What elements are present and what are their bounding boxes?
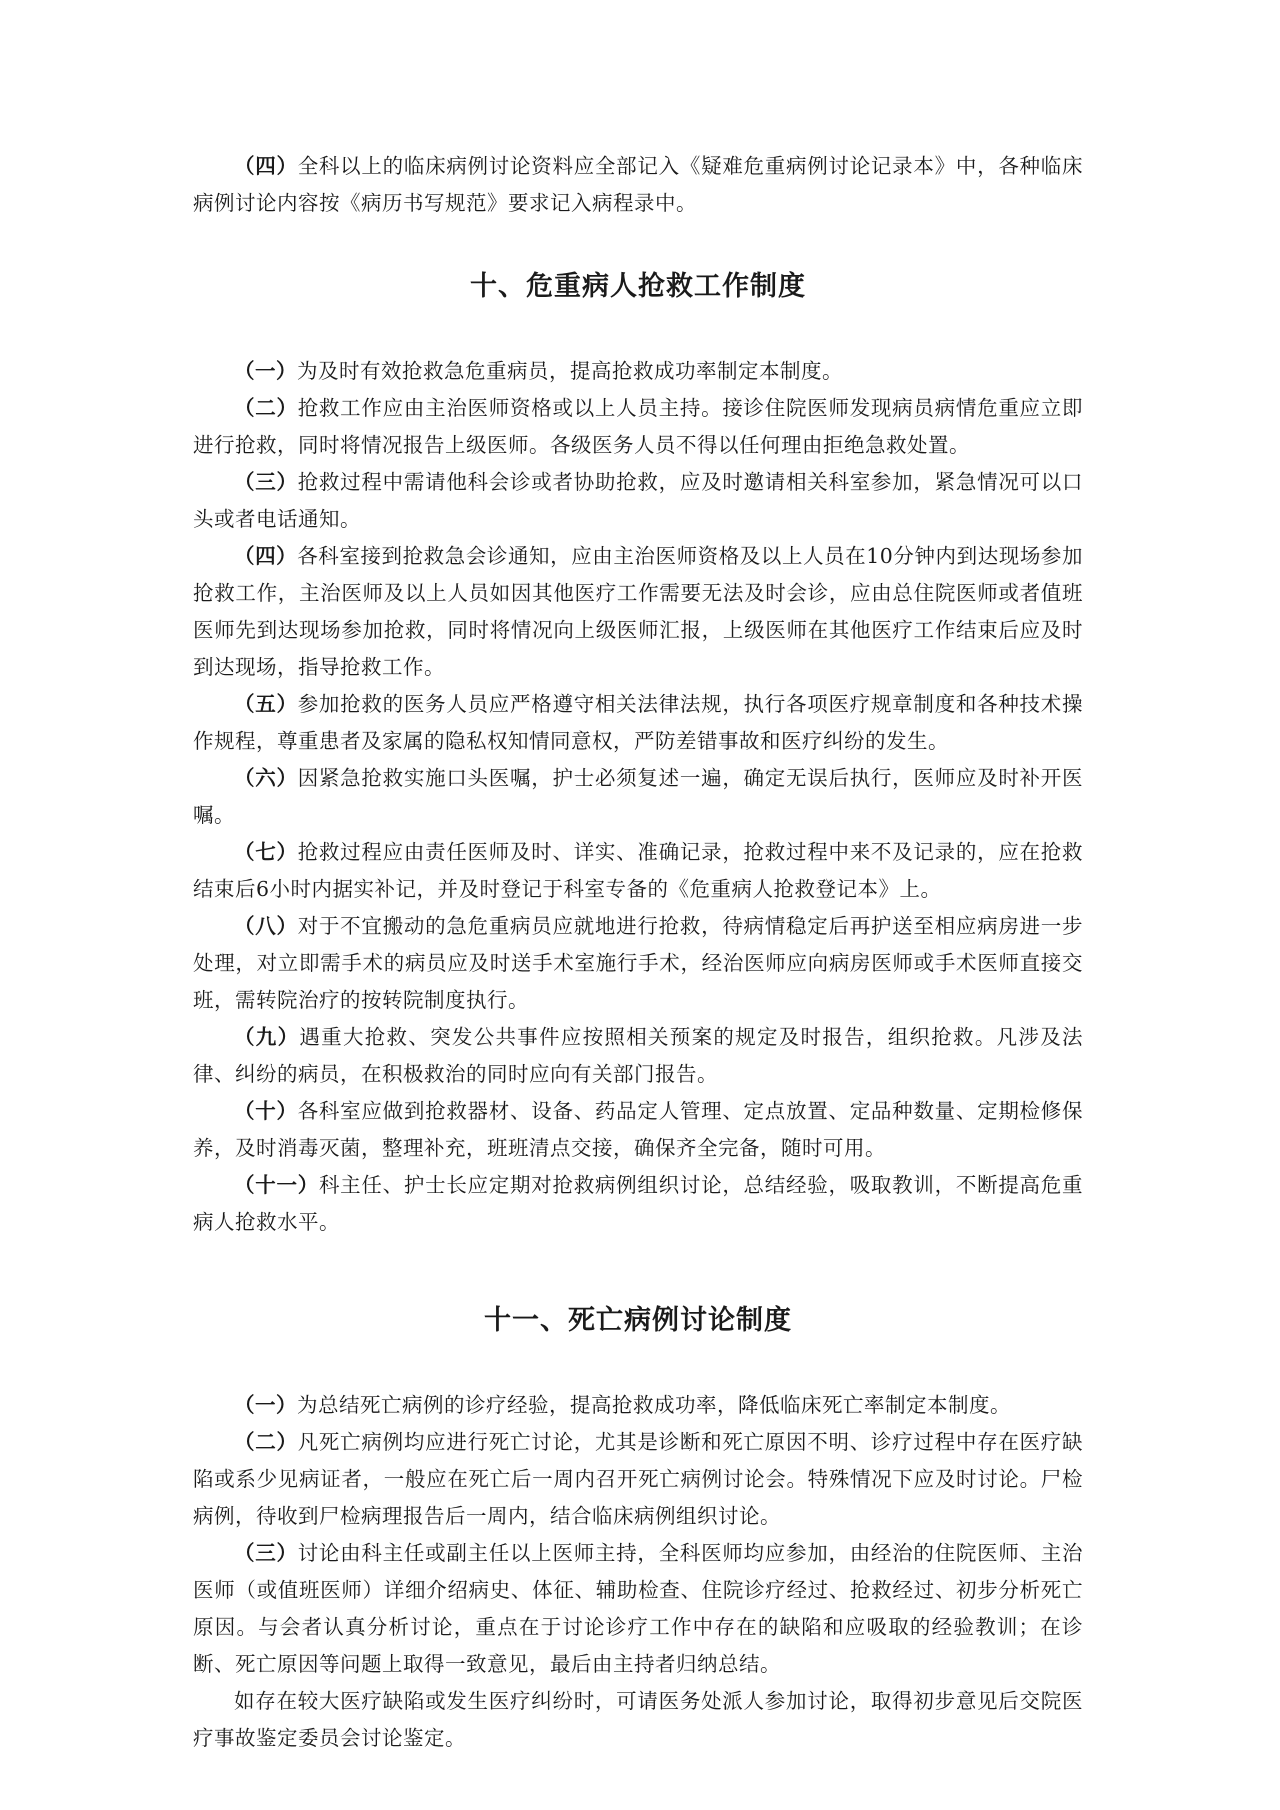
section10-paragraph bbox=[193, 390, 1083, 464]
clause-number: （九） bbox=[234, 1025, 300, 1049]
clause-text: 参加抢救的医务人员应严格遵守相关法律法规，执行各项医疗规章制度和各种技术操作规程，尊重患者及家属的隐私权知情同意权，严防差错事故和医疗纠纷的发生。 bbox=[193, 692, 1084, 753]
clause-text: 为及时有效抢救急危重病员，提高抢救成功率制定本制度。 bbox=[297, 359, 843, 383]
clause-number: （四） bbox=[234, 154, 298, 178]
clause-number: （十） bbox=[234, 1099, 298, 1123]
intro-paragraph bbox=[193, 148, 1083, 222]
clause-text: 讨论由科主任或副主任以上医师主持，全科医师均应参加，由经治的住院医师、主治医师（或值班医师）详细介绍病史、体征、辅助检查、住院诊疗经过、抢救经过、初步分析死亡原因。与会者认真分析讨论，重点在于讨论诊疗工作中存在的缺陷和应吸取的经验教训；在诊断、死亡原因等问题上取得一致意见，最后由主持者归纳总结。 bbox=[193, 1541, 1084, 1676]
clause-text: 科主任、护士长应定期对抢救病例组织讨论，总结经验，吸取教训，不断提高危重病人抢救水平。 bbox=[193, 1173, 1084, 1234]
section10-paragraph bbox=[193, 908, 1083, 1019]
section11-paragraph bbox=[193, 1387, 1083, 1424]
clause-number: （十一） bbox=[234, 1173, 319, 1197]
section11-paragraph bbox=[193, 1683, 1083, 1757]
section-10-body bbox=[193, 353, 1083, 1241]
section10-paragraph bbox=[193, 1019, 1083, 1093]
clause-number: （六） bbox=[234, 766, 298, 790]
clause-number: （二） bbox=[234, 1430, 298, 1454]
clause-text: 因紧急抢救实施口头医嘱，护士必须复述一遍，确定无误后执行，医师应及时补开医嘱。 bbox=[193, 766, 1084, 827]
clause-number: （一） bbox=[234, 1393, 297, 1417]
section10-paragraph bbox=[193, 1167, 1083, 1241]
section-11-title: 十一、死亡病例讨论制度 bbox=[484, 1305, 792, 1336]
clause-number: （三） bbox=[234, 470, 298, 494]
clause-text: 凡死亡病例均应进行死亡讨论，尤其是诊断和死亡原因不明、诊疗过程中存在医疗缺陷或系少见病证者，一般应在死亡后一周内召开死亡病例讨论会。特殊情况下应及时讨论。尸检病例，待收到尸检病理报告后一周内，结合临床病例组织讨论。 bbox=[193, 1430, 1084, 1528]
section10-paragraph bbox=[193, 464, 1083, 538]
clause-number: （七） bbox=[234, 840, 298, 864]
clause-number: （二） bbox=[234, 396, 298, 420]
clause-number: （八） bbox=[234, 914, 298, 938]
clause-number: （四） bbox=[234, 544, 298, 568]
clause-text: 对于不宜搬动的急危重病员应就地进行抢救，待病情稳定后再护送至相应病房进一步处理，对立即需手术的病员应及时送手术室施行手术，经治医师应向病房医师或手术医师直接交班，需转院治疗的按转院制度执行。 bbox=[193, 914, 1084, 1012]
clause-text: 遇重大抢救、突发公共事件应按照相关预案的规定及时报告，组织抢救。凡涉及法律、纠纷的病员，在积极救治的同时应向有关部门报告。 bbox=[193, 1025, 1084, 1086]
clause-number: （三） bbox=[234, 1541, 298, 1565]
document-page bbox=[193, 148, 1083, 1757]
section10-paragraph bbox=[193, 834, 1083, 908]
clause-number: （一） bbox=[234, 359, 297, 383]
clause-text: 抢救工作应由主治医师资格或以上人员主持。接诊住院医师发现病员病情危重应立即进行抢救，同时将情况报告上级医师。各级医务人员不得以任何理由拒绝急救处置。 bbox=[193, 396, 1084, 457]
clause-text: 为总结死亡病例的诊疗经验，提高抢救成功率，降低临床死亡率制定本制度。 bbox=[297, 1393, 1011, 1417]
section10-paragraph bbox=[193, 1093, 1083, 1167]
section-10-title: 十、危重病人抢救工作制度 bbox=[470, 271, 806, 302]
clause-text: 如存在较大医疗缺陷或发生医疗纠纷时，可请医务处派人参加讨论，取得初步意见后交院医疗事故鉴定委员会讨论鉴定。 bbox=[193, 1689, 1083, 1750]
section10-paragraph bbox=[193, 353, 1083, 390]
section10-paragraph bbox=[193, 686, 1083, 760]
clause-text: 各科室应做到抢救器材、设备、药品定人管理、定点放置、定品种数量、定期检修保养，及时消毒灭菌，整理补充，班班清点交接，确保齐全完备，随时可用。 bbox=[193, 1099, 1084, 1160]
clause-text: 抢救过程应由责任医师及时、详实、准确记录，抢救过程中来不及记录的，应在抢救结束后6小时内据实补记，并及时登记于科室专备的《危重病人抢救登记本》上。 bbox=[193, 840, 1084, 901]
clause-text: 全科以上的临床病例讨论资料应全部记入《疑难危重病例讨论记录本》中，各种临床病例讨论内容按《病历书写规范》要求记入病程录中。 bbox=[193, 154, 1084, 215]
clause-text: 抢救过程中需请他科会诊或者协助抢救，应及时邀请相关科室参加，紧急情况可以口头或者电话通知。 bbox=[193, 470, 1084, 531]
section10-paragraph bbox=[193, 538, 1083, 686]
section11-paragraph bbox=[193, 1424, 1083, 1535]
section11-paragraph bbox=[193, 1535, 1083, 1683]
section10-paragraph bbox=[193, 760, 1083, 834]
intro-section bbox=[193, 148, 1083, 222]
clause-number: （五） bbox=[234, 692, 298, 716]
clause-text: 各科室接到抢救急会诊通知，应由主治医师资格及以上人员在10分钟内到达现场参加抢救工作，主治医师及以上人员如因其他医疗工作需要无法及时会诊，应由总住院医师或者值班医师先到达现场参加抢救，同时将情况向上级医师汇报，上级医师在其他医疗工作结束后应及时到达现场，指导抢救工作。 bbox=[193, 544, 1084, 679]
section-11-body bbox=[193, 1387, 1083, 1757]
